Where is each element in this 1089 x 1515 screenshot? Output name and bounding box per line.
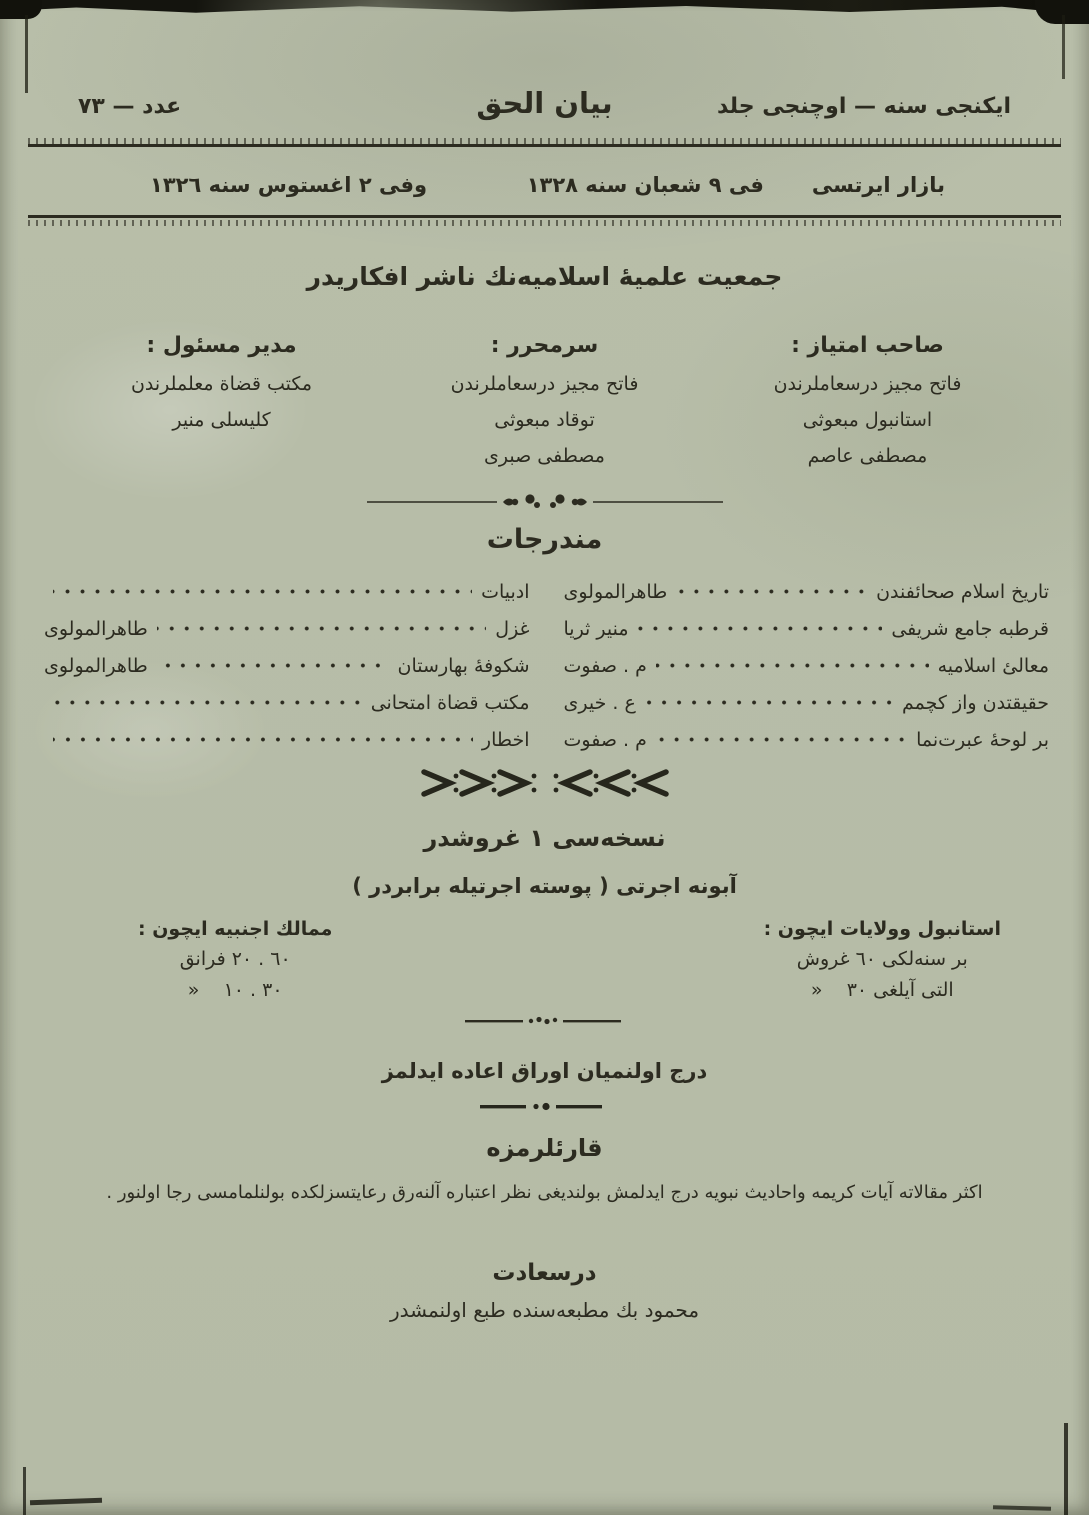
editor-line: فاتح مجيز درسعاملرندن [450, 373, 639, 395]
return-notice: درج اولنميان اوراق اعاده ايدلمز [381, 1059, 708, 1083]
journal-title: بيان الحق [476, 86, 613, 120]
director-line: مكتب قضاة معلملرندن [130, 373, 313, 395]
copy-price: نسخه‌سى ١ غروشدر [423, 824, 666, 852]
contents-table [44, 573, 1049, 758]
contents-heading: مندرجات [486, 524, 603, 555]
rule-bar [28, 215, 1061, 218]
owner-title: صاحب امتياز : [791, 333, 944, 358]
toc-item-author: م . صفوت [563, 654, 647, 677]
dotted-leader [53, 588, 472, 595]
subscription-foreign [138, 914, 332, 1006]
dotted-leader [656, 662, 929, 669]
issue-number: عدد — ٧٣ [78, 94, 182, 119]
imprint-printer: محمود بك مطبعه‌سنده طبع اولنمشدر [389, 1298, 700, 1322]
toc-item-title: ادبيات [481, 580, 530, 603]
toc-row [564, 721, 1050, 758]
toc-row [44, 610, 530, 647]
toc-row [44, 721, 530, 758]
masthead-director-column [60, 333, 383, 474]
scan-artifact-right-edge [1062, 15, 1065, 79]
subscription-heading: آبونه اجرتى ( پوسته اجرتيله برابردر ) [352, 874, 737, 898]
readers-note-heading: قارئلرمزه [486, 1134, 603, 1162]
foreign-title: ممالك اجنبيه ايچون : [138, 918, 333, 940]
toc-item-author: طاهرالمولوى [44, 617, 148, 640]
scan-artifact-bottom-right-mark [993, 1505, 1051, 1511]
masthead-editor-column [383, 333, 706, 474]
toc-row [564, 647, 1050, 684]
masthead-columns [60, 333, 1029, 474]
subscription-domestic [764, 914, 1001, 1006]
dotted-leader [157, 625, 487, 632]
toc-row [44, 573, 530, 610]
toc-item-title: قرطبه جامع شريفى [891, 617, 1049, 640]
scan-artifact-corner-top-left [0, 0, 42, 19]
owner-line: استانبول مبعوثى [802, 409, 933, 431]
editor-line: توقاد مبعوثى [494, 409, 595, 431]
header-row [0, 0, 1089, 120]
editor-title: سرمحرر : [490, 333, 599, 358]
owner-line: فاتح مجيز درسعاملرندن [773, 373, 962, 395]
toc-item-author: طاهرالمولوى [44, 654, 148, 677]
toc-row [44, 684, 530, 721]
date-row [0, 173, 1089, 197]
dotted-leader [645, 699, 893, 706]
toc-item-title: غزل [495, 617, 530, 640]
toc-item-title: اخطار [481, 728, 530, 751]
toc-item-title: شكوفهٔ بهارستان [397, 654, 530, 677]
ornamental-rule-top [28, 138, 1061, 149]
scan-artifact-left-bottom-edge [23, 1467, 26, 1515]
floral-divider-icon [0, 490, 1089, 514]
domestic-halfyear: التى آيلغى ٣٠ « [810, 979, 954, 1001]
contents-column-right [564, 573, 1050, 758]
scan-artifact-right-bottom-edge [1064, 1423, 1068, 1515]
editor-line: مصطفى صبرى [484, 445, 605, 467]
small-diamond-rule-icon [0, 1095, 1089, 1114]
weekday: بازار ايرتسى [811, 173, 945, 197]
foreign-halfyear: ٣٠ . ١٠ « [187, 979, 283, 1001]
toc-item-author: طاهرالمولوى [563, 580, 668, 603]
toc-item-author: منير ثريا [563, 617, 629, 640]
scan-artifact-bottom-left-mark [30, 1498, 102, 1506]
director-title: مدير مسئول : [146, 333, 297, 358]
dotted-leader [53, 699, 362, 706]
director-line: كليسلى منير [172, 409, 271, 431]
toc-item-title: بر لوحهٔ عبرت‌نما [916, 728, 1049, 751]
dotted-leader [656, 736, 907, 743]
toc-row [44, 647, 530, 684]
dotted-leader [676, 588, 867, 595]
toc-item-title: معالئ اسلاميه [937, 654, 1049, 677]
ornamental-rule-bottom [28, 215, 1061, 226]
domestic-title: استانبول وولايات ايچون : [763, 918, 1001, 940]
toc-row [564, 684, 1050, 721]
owner-line: مصطفى عاصم [807, 445, 928, 467]
leaf-chevron-divider-icon [0, 766, 1089, 800]
toc-item-author: ع . خيرى [563, 691, 636, 714]
toc-item-title: حقيقتدن واز كچمم [901, 691, 1049, 714]
foreign-yearly: ٦٠ . ٢٠ فرانق [179, 948, 291, 970]
dotted-leader [157, 662, 389, 669]
toc-item-title: مكتب قضاة امتحانى [370, 691, 530, 714]
toc-item-title: تاريخ اسلام صحائفندن [876, 580, 1049, 603]
rule-hatch-ticks [28, 220, 1061, 226]
publisher-subtitle: جمعيت علميهٔ اسلاميه‌نك ناشر افكاريدر [306, 262, 783, 291]
hijri-date: فى ٩ شعبان سنه ١٣٢٨ [526, 173, 764, 197]
subscription-columns [0, 914, 1089, 1006]
volume-info: ايكنجى سنه — اوچنجى جلد [717, 94, 1011, 119]
domestic-yearly: بر سنه‌لكى ٦٠ غروش [796, 948, 968, 970]
readers-note-body: اكثر مقالاته آيات كريمه واحاديث نبويه درج ايدلمش بولنديغى نظر اعتباره آلنه‌رق رعايتسزلكده بولنلمامسى رجا اولنور . [106, 1182, 983, 1203]
scan-artifact-left-edge [25, 15, 28, 93]
rumi-date: وفى ٢ اغستوس سنه ١٣٢٦ [150, 173, 428, 197]
rule-bar [28, 144, 1061, 147]
dotted-leader [53, 736, 473, 743]
masthead-owner-column [706, 333, 1029, 474]
small-rule-icon [0, 1010, 1089, 1029]
dotted-leader [638, 625, 883, 632]
toc-row [564, 610, 1050, 647]
toc-row [564, 573, 1050, 610]
toc-item-author: م . صفوت [563, 728, 647, 751]
contents-column-left [44, 573, 530, 758]
imprint-city: درسعادت [492, 1260, 597, 1286]
